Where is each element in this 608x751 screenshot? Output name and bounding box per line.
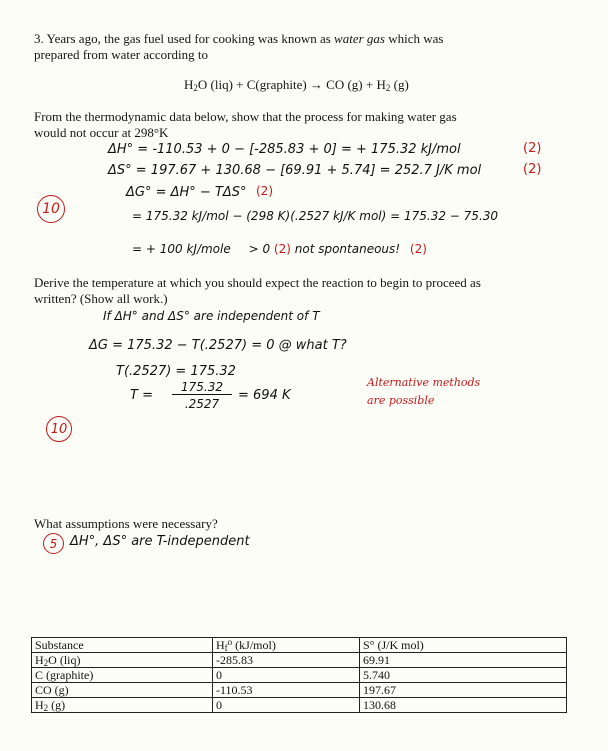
entropy-cell: 5.740 [360, 668, 567, 683]
prompt-2-line-1: Derive the temperature at which you should expect the reaction to begin to proceed as [34, 275, 481, 290]
score-circle-2: 10 [46, 416, 72, 442]
enthalpy-cell: -110.53 [213, 683, 360, 698]
entropy-cell: 69.91 [360, 653, 567, 668]
t-solve-denominator: .2527 [184, 397, 220, 411]
question-number: 3. [34, 31, 44, 46]
assumptions-answer: ΔH°, ΔS° are T-independent [70, 534, 250, 549]
delta-g-result: = + 100 kJ/mole > 0 (2) not spontaneous! (2) [132, 242, 427, 256]
score-circle-3: 5 [43, 533, 64, 554]
independence-assumption: If ΔH° and ΔS° are independent of T [103, 309, 320, 323]
entropy-cell: 197.67 [360, 683, 567, 698]
t-solve-result: = 694 K [238, 388, 291, 403]
prompt-3: What assumptions were necessary? [34, 516, 218, 531]
table-row [32, 653, 567, 668]
header-enthalpy: $H_f^o$ (kJ/mol) [213, 638, 360, 653]
delta-s-points: (2) [523, 162, 542, 177]
t-equation: T(.2527) = 175.32 [116, 364, 236, 379]
delta-h-calculation: ΔH° = -110.53 + 0 − [-285.83 + 0] = + 175.32 kJ/mol [108, 142, 461, 157]
prompt-2-line-2: written? (Show all work.) [34, 291, 168, 306]
substance-cell: C (graphite) [32, 668, 213, 683]
table-row [32, 668, 567, 683]
entropy-cell: 130.68 [360, 698, 567, 713]
header-entropy: S° (J/K mol) [360, 638, 567, 653]
question-text: Years ago, the gas fuel used for cooking was known as [46, 31, 331, 46]
score-circle-1: 10 [37, 195, 65, 223]
delta-g-definition-points: (2) [256, 184, 273, 198]
delta-s-calculation: ΔS° = 197.67 + 130.68 − [69.91 + 5.74] = 252.7 J/K mol [108, 163, 482, 178]
enthalpy-cell: 0 [213, 698, 360, 713]
enthalpy-cell: 0 [213, 668, 360, 683]
substance-cell: $H_2O$ (liq) [32, 653, 213, 668]
gibbs-zero-equation: ΔG = 175.32 − T(.2527) = 0 @ what T? [89, 338, 347, 353]
table-row [32, 698, 567, 713]
water-gas-term: water gas [334, 31, 385, 46]
delta-g-calculation: = 175.32 kJ/mol − (298 K)(.2527 kJ/K mol) = 175.32 − 75.30 [132, 209, 499, 223]
delta-h-points: (2) [523, 141, 542, 156]
t-solve-left: T = [130, 388, 153, 403]
alternative-methods-note-2: are possible [367, 394, 435, 407]
prompt-1-line-2: would not occur at 298°K [34, 125, 169, 140]
table-header-row [32, 638, 567, 653]
enthalpy-cell: -285.83 [213, 653, 360, 668]
question-line-2: prepared from water according to [34, 47, 208, 62]
substance-cell: CO (g) [32, 683, 213, 698]
delta-g-definition: ΔG° = ΔH° − TΔS° [126, 185, 247, 200]
thermodynamic-data-table [31, 637, 567, 713]
table-row [32, 683, 567, 698]
t-solve-numerator: 175.32 [172, 380, 232, 395]
prompt-1-line-1: From the thermodynamic data below, show that the process for making water gas [34, 109, 457, 124]
question-line-1 [34, 31, 574, 47]
reaction-equation: $H_2O$ (liq) + C(graphite) → CO $(g) + H_2$ (g) [184, 77, 409, 93]
question-text-tail: which was [388, 31, 444, 46]
substance-cell: $H_2$ (g) [32, 698, 213, 713]
header-substance: Substance [32, 638, 213, 653]
alternative-methods-note-1: Alternative methods [367, 376, 481, 389]
